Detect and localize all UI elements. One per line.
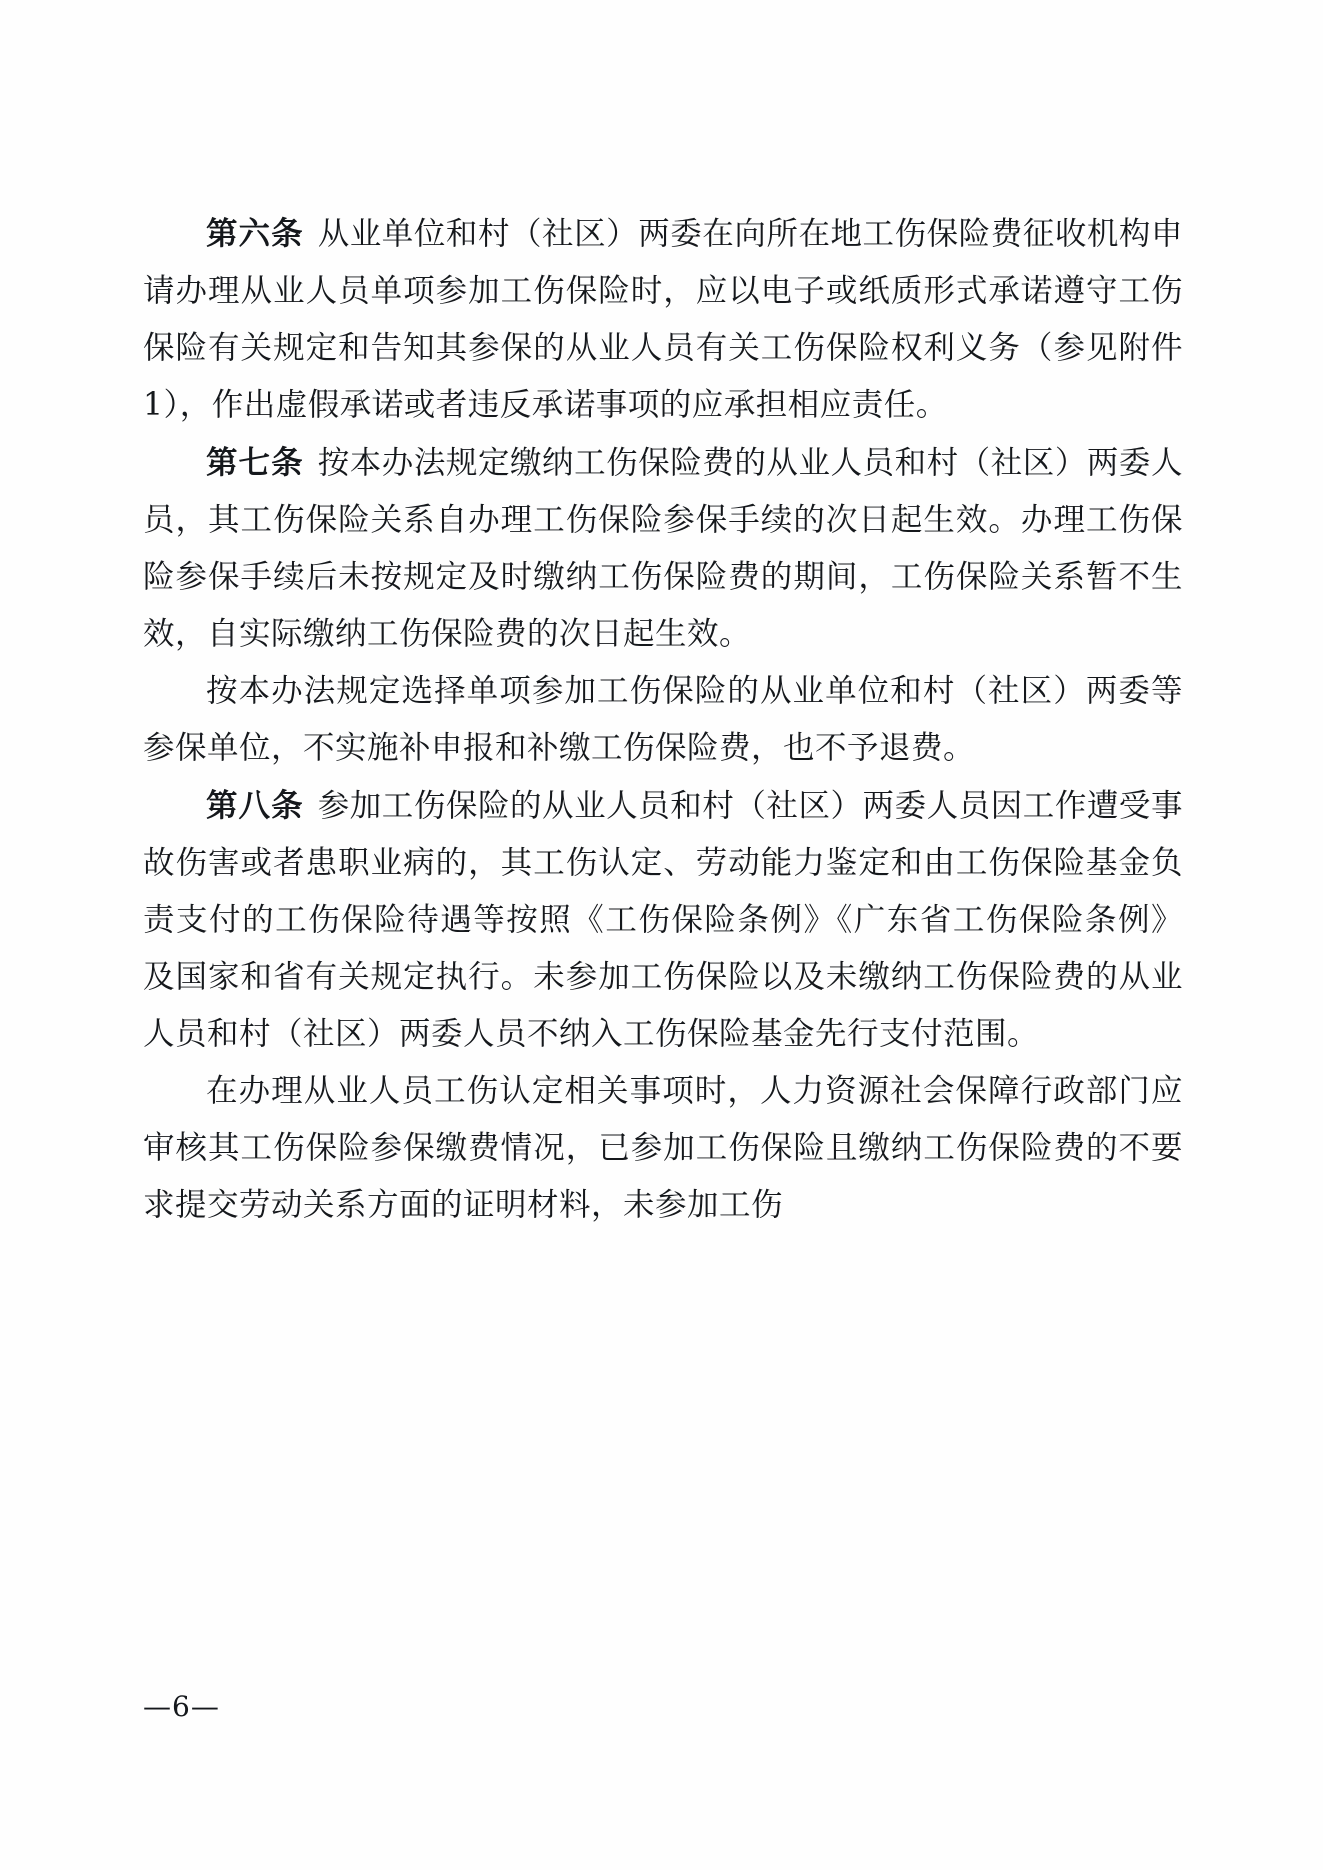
paragraph-article-eight <box>143 777 1183 1063</box>
paragraph-text: 按本办法规定缴纳工伤保险费的从业人员和村（社区）两委人员，其工伤保险关系自办理工伤保险参保手续的次日起生效。办理工伤保险参保手续后未按规定及时缴纳工伤保险费的期间，工伤保险关系暂不生效，自实际缴纳工伤保险费的次日起生效。 <box>143 445 1183 652</box>
article-label-six: 第六条 <box>206 215 304 252</box>
paragraph-text: 按本办法规定选择单项参加工伤保险的从业单位和村（社区）两委等参保单位，不实施补申报和补缴工伤保险费，也不予退费。 <box>143 673 1183 766</box>
page-footer <box>143 1690 1183 1723</box>
paragraph-text: 在办理从业人员工伤认定相关事项时，人力资源社会保障行政部门应审核其工伤保险参保缴费情况，已参加工伤保险且缴纳工伤保险费的不要求提交劳动关系方面的证明材料，未参加工伤 <box>143 1073 1183 1223</box>
paragraph-article-seven <box>143 434 1183 663</box>
paragraph-text: 参加工伤保险的从业人员和村（社区）两委人员因工作遭受事故伤害或者患职业病的，其工伤认定、劳动能力鉴定和由工伤保险基金负责支付的工伤保险待遇等按照《工伤保险条例》《广东省工伤保险条例》及国家和省有关规定执行。未参加工伤保险以及未缴纳工伤保险费的从业人员和村（社区）两委人员不纳入工伤保险基金先行支付范围。 <box>143 788 1183 1052</box>
document-body <box>143 205 1183 1234</box>
paragraph-article-eight-continued <box>143 1063 1183 1234</box>
paragraph-text: 从业单位和村（社区）两委在向所在地工伤保险费征收机构申请办理从业人员单项参加工伤保险时，应以电子或纸质形式承诺遵守工伤保险有关规定和告知其参保的从业人员有关工伤保险权利义务（参见附件 1），作出虚假承诺或者违反承诺事项的应承担相应责任。 <box>143 216 1183 423</box>
paragraph-article-seven-continued <box>143 663 1183 777</box>
article-label-eight: 第八条 <box>206 787 304 824</box>
article-label-seven: 第七条 <box>206 444 304 481</box>
paragraph-article-six <box>143 205 1183 434</box>
page-number: —6— <box>143 1690 220 1723</box>
